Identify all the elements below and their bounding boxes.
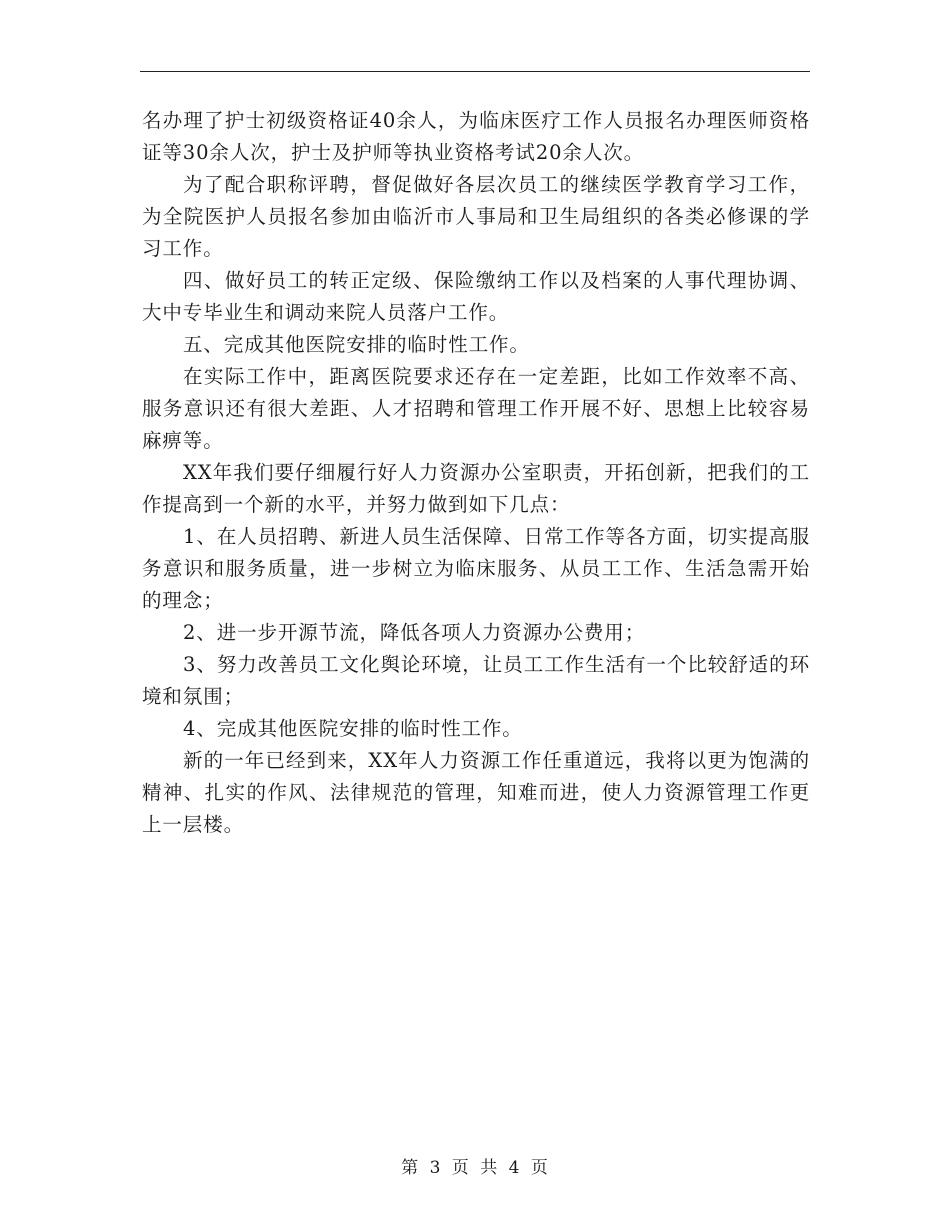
document-body bbox=[142, 105, 810, 841]
paragraph-11: 新的一年已经到来，XX年人力资源工作任重道远，我将以更为饱满的精神、扎实的作风、法律规范的管理，知难而进，使人力资源管理工作更上一层楼。 bbox=[142, 749, 810, 836]
footer-total-label: 共 bbox=[480, 1158, 499, 1178]
header-rule bbox=[140, 71, 810, 72]
paragraph-4: 五、完成其他医院安排的临时性工作。 bbox=[183, 333, 530, 356]
paragraph-1: 名办理了护士初级资格证40余人，为临床医疗工作人员报名办理医师资格证等30余人次，护士及护师等执业资格考试20余人次。 bbox=[142, 109, 810, 164]
footer-page-label: 页 bbox=[451, 1158, 470, 1178]
paragraph-9: 3、努力改善员工文化舆论环境，让员工工作生活有一个比较舒适的环境和氛围； bbox=[142, 653, 810, 708]
paragraph-6: XX年我们要仔细履行好人力资源办公室职责，开拓创新，把我们的工作提高到一个新的水平，并努力做到如下几点： bbox=[142, 461, 810, 516]
paragraph-7: 1、在人员招聘、新进人员生活保障、日常工作等各方面，切实提高服务意识和服务质量，进一步树立为临床服务、从员工工作、生活急需开始的理念； bbox=[142, 525, 810, 612]
page-footer bbox=[0, 1153, 950, 1178]
paragraph-5: 在实际工作中，距离医院要求还存在一定差距，比如工作效率不高、服务意识还有很大差距、人才招聘和管理工作开展不好、思想上比较容易麻痹等。 bbox=[142, 365, 810, 452]
paragraph-3: 四、做好员工的转正定级、保险缴纳工作以及档案的人事代理协调、大中专毕业生和调动来院人员落户工作。 bbox=[142, 269, 810, 324]
paragraph-8: 2、进一步开源节流，降低各项人力资源办公费用； bbox=[183, 621, 646, 644]
total-pages-number: 4 bbox=[508, 1158, 521, 1178]
current-page-number: 3 bbox=[429, 1158, 442, 1178]
paragraph-2: 为了配合职称评聘，督促做好各层次员工的继续医学教育学习工作，为全院医护人员报名参加由临沂市人事局和卫生局组织的各类必修课的学习工作。 bbox=[142, 173, 810, 260]
footer-prefix: 第 bbox=[401, 1158, 420, 1178]
paragraph-10: 4、完成其他医院安排的临时性工作。 bbox=[183, 717, 523, 740]
footer-suffix: 页 bbox=[530, 1158, 549, 1178]
